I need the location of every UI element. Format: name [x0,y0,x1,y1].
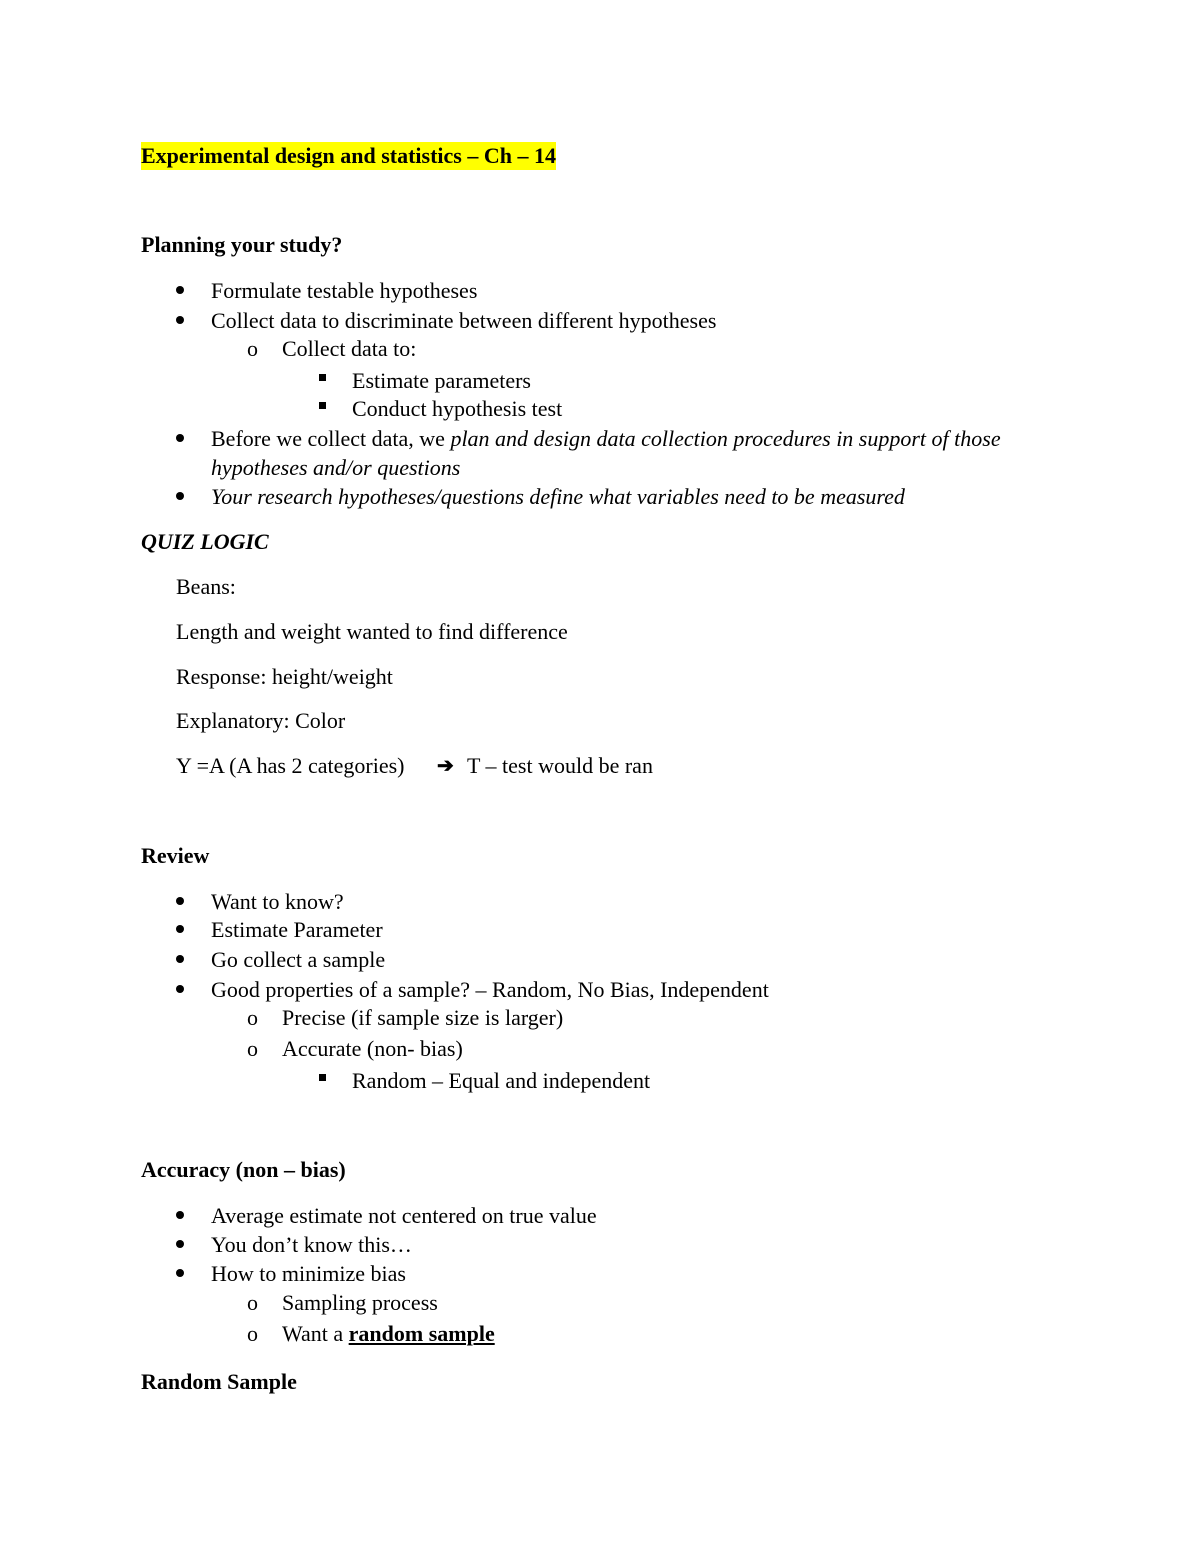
planning-bullet-3-plain: Before we collect data, we [211,426,451,451]
bullet-icon [176,985,184,993]
quiz-heading: QUIZ LOGIC [141,529,269,554]
bullet-icon [176,492,184,500]
circle-bullet-icon: o [247,1290,258,1315]
random-sample-emphasis: random sample [348,1321,495,1346]
review-bullet-2: Estimate Parameter [211,917,383,942]
quiz-line-4: Explanatory: Color [176,708,346,733]
bullet-icon [176,925,184,933]
random-sample-heading: Random Sample [141,1369,297,1394]
bullet-icon [176,1240,184,1248]
planning-heading: Planning your study? [141,232,343,257]
circle-bullet-icon: o [247,1321,258,1346]
review-sub-2: Accurate (non- bias) [282,1036,463,1061]
bullet-icon [176,316,184,324]
bullet-icon [176,434,184,442]
bullet-icon [176,1269,184,1277]
planning-bullet-3 [211,425,1001,453]
planning-bullet-3-continued: hypotheses and/or questions [211,455,461,480]
review-bullet-4: Good properties of a sample? – Random, No Bias, Independent [211,977,769,1002]
accuracy-bullet-3: How to minimize bias [211,1261,406,1286]
document-title: Experimental design and statistics – Ch – 14 [141,143,556,168]
quiz-line-3: Response: height/weight [176,664,393,689]
accuracy-bullet-1: Average estimate not centered on true value [211,1203,597,1228]
accuracy-sub-2 [282,1320,495,1348]
review-subsub-1: Random – Equal and independent [352,1068,651,1093]
square-bullet-icon [319,1074,326,1081]
bullet-icon [176,955,184,963]
square-bullet-icon [319,374,326,381]
square-bullet-icon [319,402,326,409]
review-bullet-3: Go collect a sample [211,947,386,972]
circle-bullet-icon: o [247,336,258,361]
accuracy-heading: Accuracy (non – bias) [141,1157,346,1182]
review-heading: Review [141,843,210,868]
accuracy-sub-2-plain: Want a [282,1321,349,1346]
bullet-icon [176,897,184,905]
quiz-line-1: Beans: [176,574,236,599]
planning-bullet-3-italic: plan and design data collection procedures in support of those [450,426,1001,451]
bullet-icon [176,1211,184,1219]
planning-sub-1: Collect data to: [282,336,417,361]
review-sub-1: Precise (if sample size is larger) [282,1005,564,1030]
accuracy-sub-1: Sampling process [282,1290,438,1315]
accuracy-bullet-2: You don’t know this… [211,1232,412,1257]
bullet-icon [176,286,184,294]
quiz-line-5-right: T – test would be ran [467,753,653,778]
review-bullet-1: Want to know? [211,889,344,914]
planning-bullet-1: Formulate testable hypotheses [211,278,478,303]
quiz-line-5-left: Y =A (A has 2 categories) [176,753,405,778]
planning-subsub-1: Estimate parameters [352,368,531,393]
quiz-line-2: Length and weight wanted to find difference [176,619,568,644]
planning-bullet-2: Collect data to discriminate between different hypotheses [211,308,717,333]
right-arrow-icon: ➔ [437,755,454,777]
circle-bullet-icon: o [247,1005,258,1030]
planning-bullet-4: Your research hypotheses/questions define what variables need to be measured [211,484,905,509]
circle-bullet-icon: o [247,1036,258,1061]
planning-subsub-2: Conduct hypothesis test [352,396,563,421]
